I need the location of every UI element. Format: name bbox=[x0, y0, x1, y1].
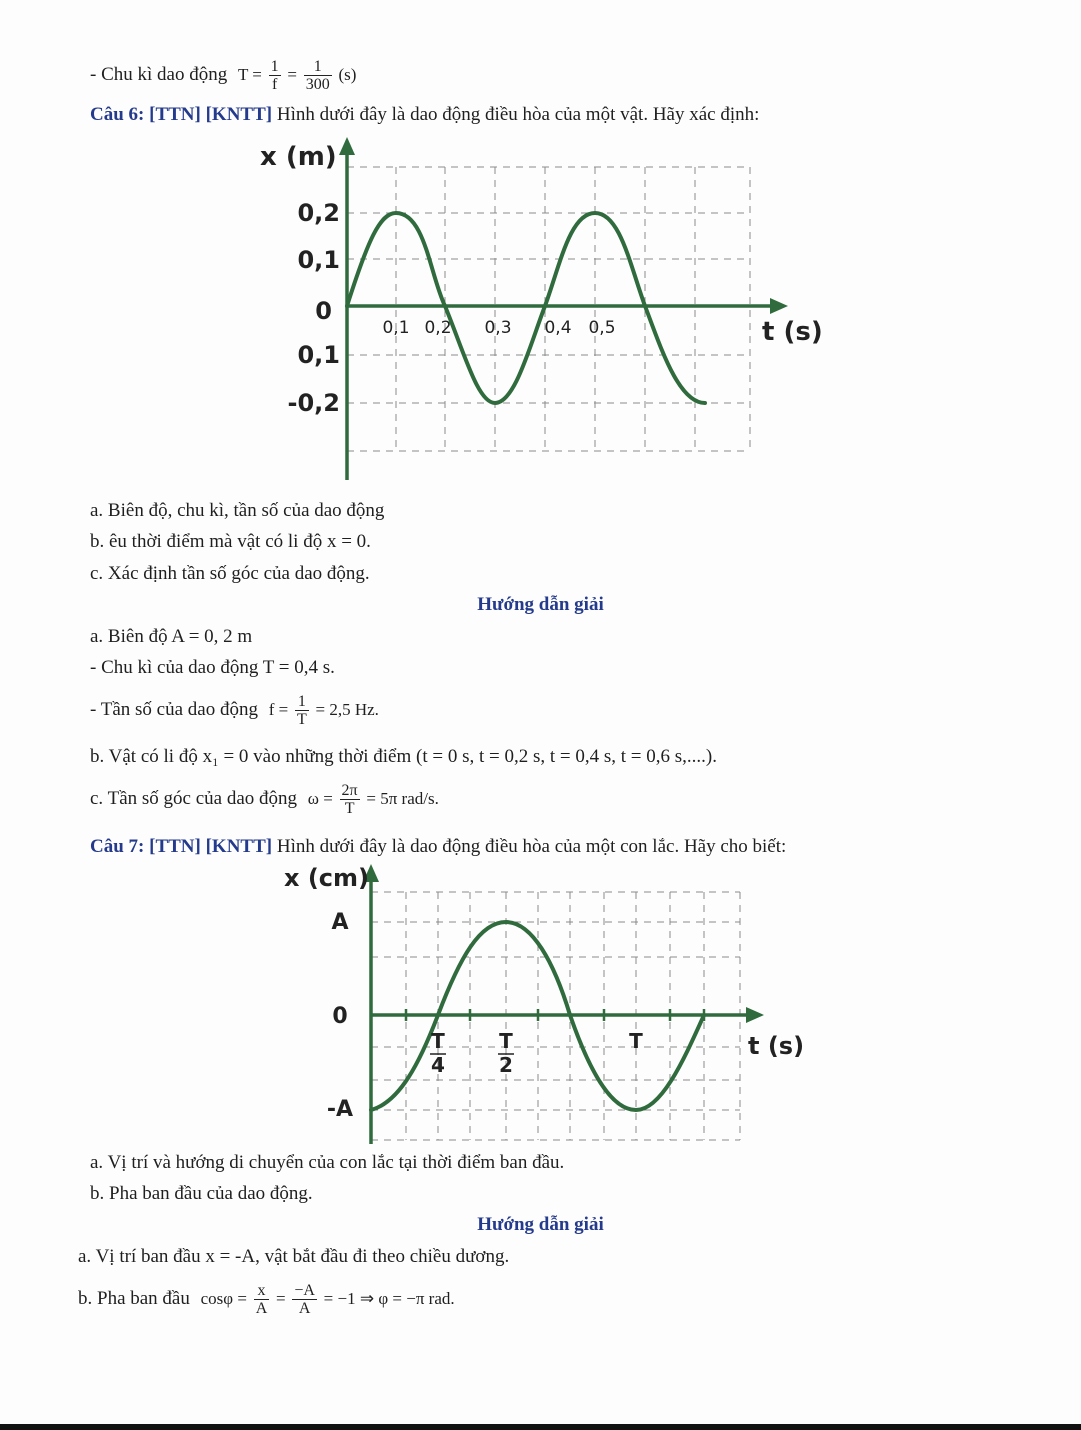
q6-x-label: t (s) bbox=[762, 317, 823, 347]
q7-xtick-T-over-2 bbox=[498, 1029, 514, 1077]
q6-part-a: a. Biên độ, chu kì, tần số của dao động bbox=[90, 500, 385, 521]
fraction-1-over-T: $\frac{1}{T}$ bbox=[296, 693, 307, 728]
q6-solution-period: - Chu kì của dao động T = 0,4 s. bbox=[90, 657, 335, 678]
q7-ytick-0: 0 bbox=[332, 1004, 348, 1029]
period-lhs: T = bbox=[237, 64, 262, 84]
q7-title bbox=[90, 836, 786, 858]
q6-text: Hình dưới đây là dao động điều hòa của một vật. Hãy xác định: bbox=[276, 104, 760, 125]
svg-text:T: T bbox=[499, 1029, 513, 1053]
q6-guide-title: Hướng dẫn giải bbox=[477, 594, 604, 615]
q7-x-arrow bbox=[746, 1007, 764, 1023]
svg-text:4: 4 bbox=[431, 1053, 445, 1077]
fraction-2pi-over-T: $\frac{2\pi}{T}$ bbox=[341, 782, 358, 817]
q7-xtick-T: T bbox=[629, 1029, 643, 1053]
q7-xtick-T-over-4 bbox=[430, 1029, 446, 1077]
fraction-1-over-f: $\frac{1}{f}$ bbox=[270, 58, 279, 93]
q7-y-label: x (cm) bbox=[284, 864, 370, 892]
fraction-minusA-over-A: $\frac{-A}{A}$ bbox=[294, 1282, 315, 1317]
equals: = bbox=[287, 64, 297, 84]
svg-text:2: 2 bbox=[499, 1053, 513, 1077]
q7-graph bbox=[270, 862, 830, 1152]
q6-y-label: x (m) bbox=[260, 142, 337, 172]
bottom-edge-bar bbox=[0, 1424, 1081, 1430]
q6-xtick-2: 0,3 bbox=[484, 318, 512, 338]
q6-part-c: c. Xác định tần số góc của dao động. bbox=[90, 563, 370, 584]
q7-solution-b: b. Pha ban đầu cosφ = $\frac{x}{A}$ = $\frac{-A}{A}$ = −1 ⇒ φ = −π rad. bbox=[78, 1282, 455, 1317]
svg-text:T: T bbox=[431, 1029, 445, 1053]
period-unit: (s) bbox=[338, 64, 357, 84]
q6-title bbox=[90, 104, 759, 126]
period-formula-line bbox=[90, 58, 356, 93]
q7-tag: Câu 7: [TTN] [KNTT] bbox=[90, 836, 273, 857]
q6-x-arrow bbox=[770, 298, 788, 314]
q6-ytick-2: 0 bbox=[315, 297, 332, 325]
q7-guide-title: Hướng dẫn giải bbox=[477, 1214, 604, 1235]
q6-graph bbox=[240, 135, 840, 495]
q7-part-a: a. Vị trí và hướng di chuyển của con lắc tại thời điểm ban đầu. bbox=[90, 1152, 565, 1173]
q7-ytick-A: A bbox=[331, 910, 349, 935]
q6-ytick-0: 0,2 bbox=[297, 199, 340, 227]
q6-solution-a: a. Biên độ A = 0, 2 m bbox=[90, 626, 253, 647]
period-prefix: - Chu kì dao động bbox=[90, 63, 228, 85]
q7-ytick-minus-A: -A bbox=[326, 1097, 354, 1122]
q6-sine-curve bbox=[347, 213, 705, 403]
q6-tag: Câu 6: [TTN] [KNTT] bbox=[90, 104, 273, 125]
q6-xtick-1: 0,2 bbox=[424, 318, 452, 338]
q6-ytick-1: 0,1 bbox=[297, 246, 340, 274]
q6-solution-c: c. Tần số góc của dao động ω = $\frac{2\pi}{T}$ = 5π rad/s. bbox=[90, 782, 439, 817]
q6-solution-b: b. Vật có li độ x₁ = 0 vào những thời điểm (t = 0 s, t = 0,2 s, t = 0,4 s, t = 0,6 s,....). bbox=[90, 746, 717, 767]
q6-xtick-3: 0,4 bbox=[544, 318, 572, 338]
q6-y-arrow bbox=[339, 137, 355, 155]
fraction-x-over-A: $\frac{x}{A}$ bbox=[255, 1282, 268, 1317]
q7-x-label: t (s) bbox=[748, 1032, 805, 1060]
q6-ytick-4: -0,2 bbox=[287, 389, 340, 417]
q6-xtick-0: 0,1 bbox=[382, 318, 410, 338]
q7-solution-a: a. Vị trí ban đầu x = -A, vật bắt đầu đi theo chiều dương. bbox=[78, 1246, 510, 1267]
q7-part-b: b. Pha ban đầu của dao động. bbox=[90, 1183, 313, 1204]
fraction-1-over-300: $\frac{1}{300}$ bbox=[305, 58, 330, 93]
q6-ytick-3: 0,1 bbox=[297, 341, 340, 369]
q6-solution-frequency: - Tần số của dao động f = $\frac{1}{T}$ = 2,5 Hz. bbox=[90, 693, 379, 728]
q7-text: Hình dưới đây là dao động điều hòa của một con lắc. Hãy cho biết: bbox=[276, 836, 787, 857]
q6-part-b: b. êu thời điểm mà vật có li độ x = 0. bbox=[90, 531, 371, 552]
q6-xtick-4: 0,5 bbox=[588, 318, 616, 338]
